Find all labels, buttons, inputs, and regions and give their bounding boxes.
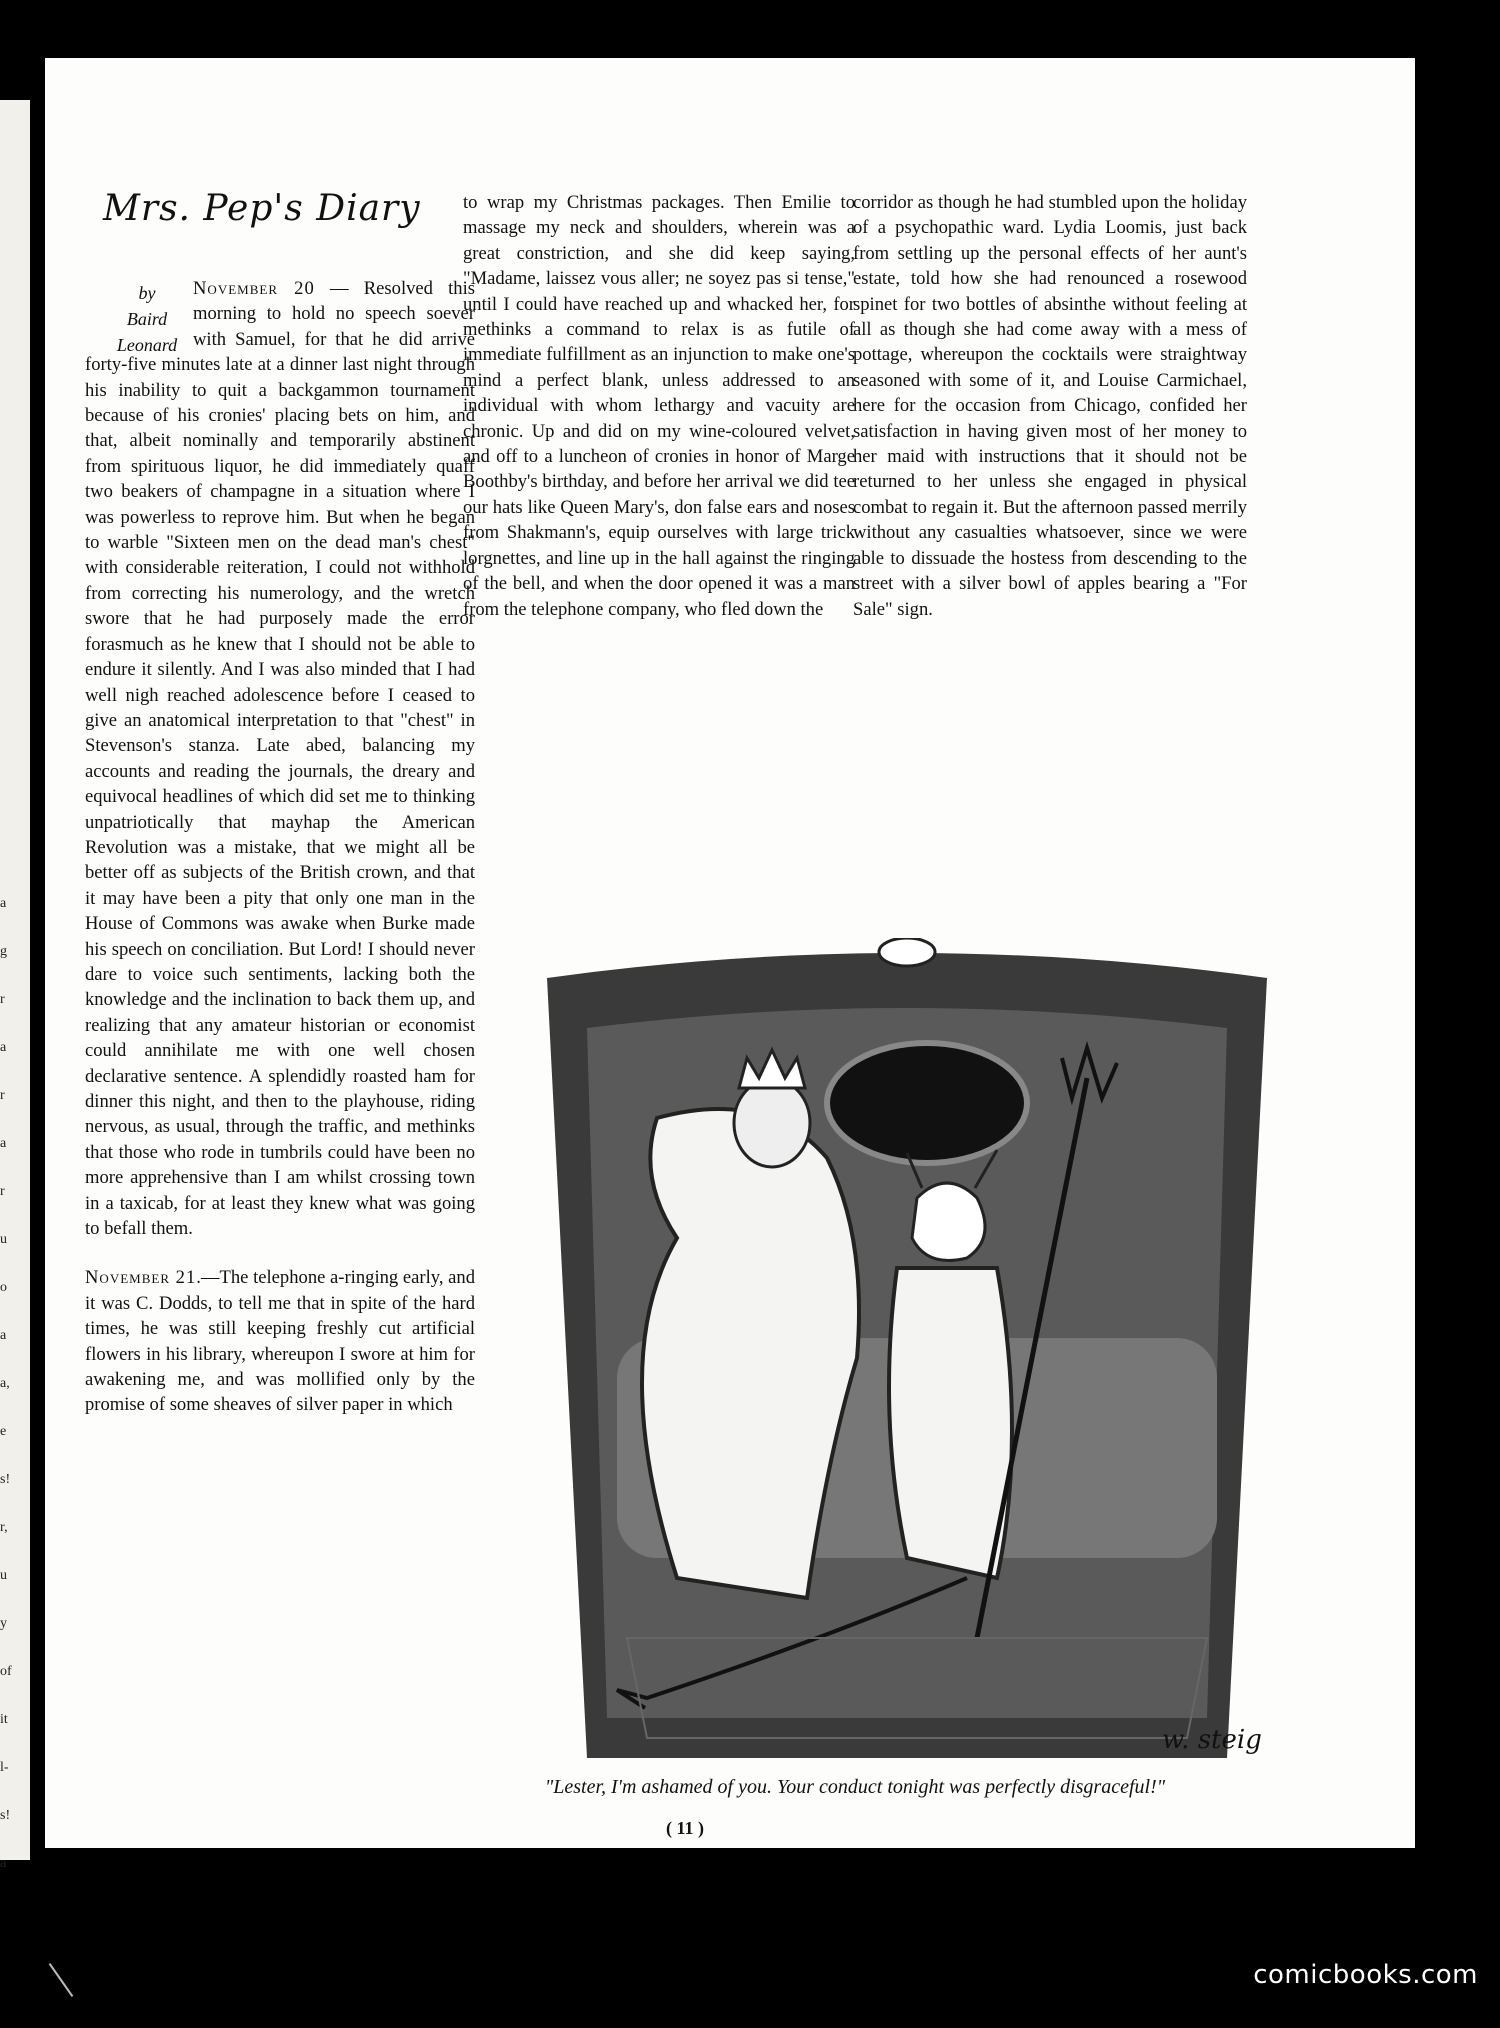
entry-text: .—The telephone a-ringing early, and it was C. Dodds, to tell me that in spite of the hard times, he was still keeping freshly cut artificial flowers in his library, whereupon I swore at him for awakening me, and was mollified only by the promise of some sheaves of silver paper in which bbox=[85, 1267, 476, 1416]
edge-fragment: a bbox=[0, 1328, 7, 1343]
page-number: ( 11 ) bbox=[666, 1818, 704, 1838]
edge-fragment: y bbox=[0, 1616, 7, 1631]
cartoon-illustration bbox=[527, 938, 1287, 1798]
edge-fragment: s! bbox=[0, 1808, 11, 1823]
edge-fragment: r bbox=[0, 992, 5, 1007]
edge-fragment: a bbox=[0, 1856, 7, 1871]
edge-fragment: a bbox=[0, 1136, 7, 1151]
diary-entry-nov-20 bbox=[85, 276, 475, 1241]
byline-last-name: Leonard bbox=[116, 335, 178, 355]
edge-fragment: of bbox=[0, 1664, 12, 1679]
edge-fragment: e bbox=[0, 1424, 7, 1439]
column-1 bbox=[85, 276, 475, 1442]
edge-fragment: it bbox=[0, 1712, 8, 1727]
article-title: Mrs. Pep's Diary bbox=[103, 188, 421, 229]
watermark: comicbooks.com bbox=[1253, 1960, 1478, 1990]
edge-fragment: o bbox=[0, 1280, 7, 1295]
edge-fragment: u bbox=[0, 1568, 7, 1583]
cartoon-caption: "Lester, I'm ashamed of you. Your conduct tonight was perfectly disgraceful!" bbox=[544, 1776, 1166, 1798]
left-edge-text-fragments bbox=[0, 880, 12, 1888]
diary-entry-nov-21 bbox=[85, 1265, 475, 1417]
ceiling-light-icon bbox=[879, 938, 935, 966]
edge-fragment: a bbox=[0, 896, 7, 911]
byline-by: by bbox=[138, 283, 156, 303]
queen-head bbox=[734, 1079, 810, 1167]
edge-fragment: r, bbox=[0, 1520, 8, 1535]
column-2: to wrap my Christmas packages. Then Emilie to massage my neck and shoulders, wherein was a great constriction, and she did keep saying, "Madame, laissez vous aller; ne soyez pas si tense," until I could have reached up and whacked her, for methinks a command to relax is as futile of immediate fulfillment as an injunction to make one's mind a perfect blank, unless addressed to an individual with whom lethargy and vacuity are chronic. Up and did on my wine-coloured velvet, and off to a luncheon of cronies in honor of Marge Boothby's birthday, and before her arrival we did tee our hats like Queen Mary's, don false ears and noses from Shakmann's, equip ourselves with large trick lorgnettes, and line up in the hall against the ringing of the bell, and when the door opened it was a man from the telephone company, who fled down the bbox=[463, 192, 855, 620]
edge-fragment: u bbox=[0, 1232, 7, 1247]
edge-fragment: g bbox=[0, 944, 7, 959]
devil-figure bbox=[889, 1268, 1012, 1578]
edge-fragment: s! bbox=[0, 1472, 11, 1487]
edge-fragment: r bbox=[0, 1088, 5, 1103]
artist-signature: w. steig bbox=[1162, 1725, 1262, 1755]
entry-text: — Resolved this morning to hold no speech soever with Samuel, for that he did arrive forty-five minutes late at a dinner last night through his inability to quit a backgammon tournament because of his cronies' placing bets on him, and that, albeit nominally and temporarily abstinent from spirituous liquor, he did immediately quaff two beakers of champagne in a situation where I was powerless to reprove him. But when he began to warble "Sixteen men on the dead man's chest" with considerable reiteration, I could not withhold from correcting his numerology, and the wretch swore that he had purposely made the error forasmuch as he knew that I should not be able to endure it silently. And I was also minded that I had well nigh reached adolescence before I ceased to give an anatomical interpretation to that "chest" in Stevenson's stanza. Late abed, balancing my accounts and reading the journals, the dreary and equivocal headlines of which did set me to thinking unpatriotically that mayhap the American Revolution was a mistake, that we might all be better off as subjects of the British crown, and that it may have been a pity that only one man in the House of Commons was awake when Burke made his speech on conciliation. But Lord! I should never dare to voice such sentiments, lacking both the knowledge and the inclination to back them up, and realizing that any amateur historian or economist could annihilate me with one well chosen declarative sentence. A splendidly roasted ham for dinner this night, and then to the playhouse, riding nervous, as usual, through the traffic, and methinks that those who rode in tumbrils could have been no more apprehensive than I am whilst crossing town in a taxicab, for at least they knew what was going to befall them. bbox=[85, 278, 476, 1240]
devil-head bbox=[912, 1183, 985, 1261]
magazine-page bbox=[45, 58, 1415, 1848]
edge-fragment: r bbox=[0, 1184, 5, 1199]
entry-date: November 21 bbox=[85, 1267, 197, 1289]
column-3: corridor as though he had stumbled upon the holiday of a psychopathic ward. Lydia Loomis, just back from settling up the personal effects of her aunt's estate, told how she had renounced a rosewood spinet for two bottles of absinthe without feeling at all as though she had come away with a mess of pottage, whereupon the cocktails were straightway seasoned with some of it, and Louise Carmichael, here for the occasion from Chicago, confided her satisfaction in having given most of her money to her maid with instructions that it should not be returned to her unless she engaged in physical combat to regain it. But the afternoon passed merrily without any casualties whatsoever, since we were able to dissuade the hostess from descending to the street with a silver bowl of apples bearing a "For Sale" sign. bbox=[853, 192, 1247, 620]
taxi-rear-window bbox=[827, 1043, 1027, 1163]
byline-first-name: Baird bbox=[126, 309, 168, 329]
edge-fragment: a bbox=[0, 1040, 7, 1055]
edge-fragment: a, bbox=[0, 1376, 10, 1391]
edge-fragment: l- bbox=[0, 1760, 9, 1775]
scan-crease-mark bbox=[49, 1963, 74, 1997]
entry-date: November 20 bbox=[193, 278, 315, 299]
